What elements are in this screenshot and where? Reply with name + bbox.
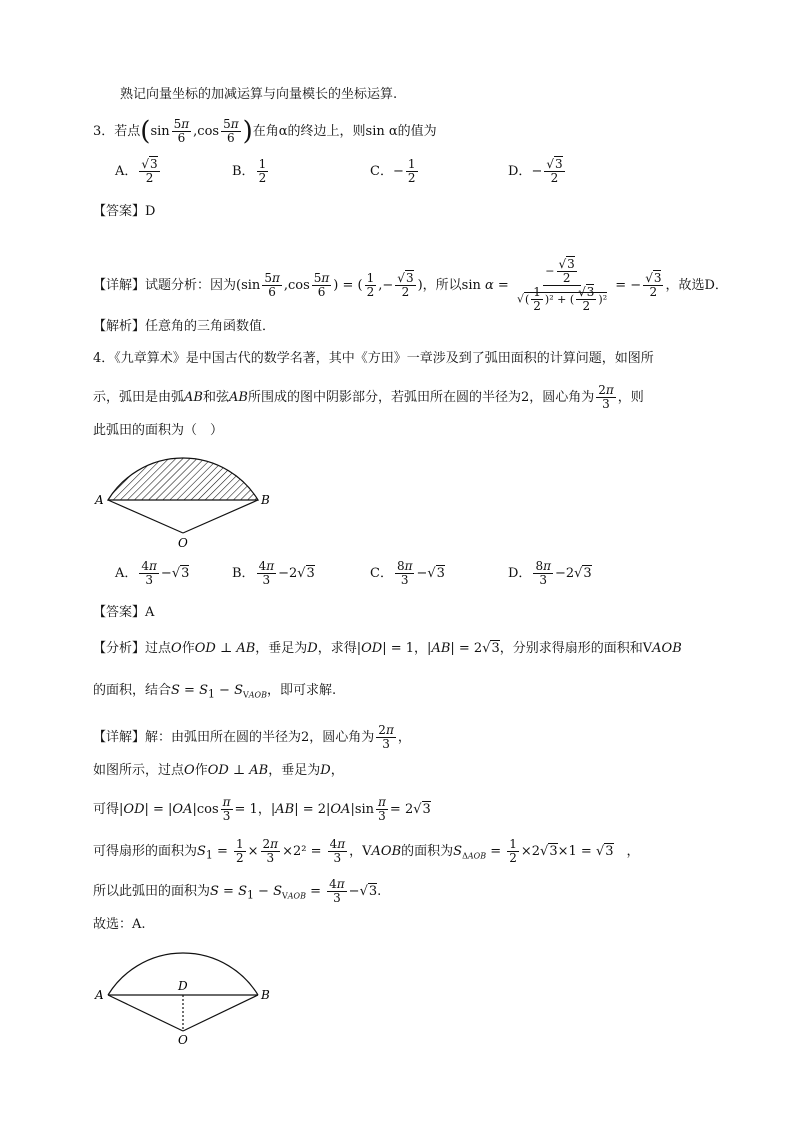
- q4-detail-line1: 【详解】解：由弧田所在圆的半径为2，圆心角为 $\frac{2\pi}{3}$ ，: [93, 723, 411, 751]
- q3-suffix: 在角α的终边上，则sin α的值为: [252, 124, 437, 139]
- q3-analysis: 【解析】任意角的三角函数值．: [93, 319, 276, 334]
- radius-ob: [183, 500, 258, 533]
- q4-option-d: D． $\frac{8\pi}{3}$ −2√3: [508, 559, 592, 587]
- q4-option-a: A． $\frac{4\pi}{3}$ −√3: [115, 559, 190, 587]
- q4-option-b: B． $\frac{4\pi}{3}$ −2√3: [232, 559, 315, 587]
- q4-fenxi-line2: 的面积，结合$S = S_1 - S_{VAOB}$，即可求解.: [93, 683, 337, 701]
- q3-detail: 【详解】试题分析：因为(sin $\frac{5\pi}{6}$ ,cos $\frac{5\pi}{6}$ ) = ( $\frac{1}{2}$ ,− $\frac{√3}{2}$ )，所以sin α = − $\frac{√3}{2}$ √( $\frac{1}{2}$ )² + ( $\frac{√3}{2}$ )² = − $\frac{√3}{2}$ ，故选D．: [93, 257, 728, 313]
- radius-oa: [108, 995, 183, 1031]
- q4-detail-line5: 所以此弧田的面积为$S = S_1 - S_{VAOB}$ = $\frac{4\pi}{3}$ −√3.: [93, 877, 382, 905]
- label-d: D: [178, 979, 188, 993]
- arc-segment-shaded: [108, 458, 258, 500]
- q3-option-b: B． $\frac{1}{2}$: [232, 157, 267, 185]
- q3-prefix: 3．若点: [93, 124, 141, 139]
- radius-ob: [183, 995, 258, 1031]
- q4-stem-line1: 4．《九章算术》是中国古代的数学名著，其中《方田》一章涉及到了弧田面积的计算问题，如图所: [93, 351, 654, 366]
- q4-detail-line4: 可得扇形的面积为$S_1$ = $\frac{1}{2}$ × $\frac{2\pi}{3}$ ×2² = $\frac{4\pi}{3}$ ，VAOB的面积为$S_{\Delta AOB}$ = $\frac{1}{2}$ ×2√3×1 = √3 ，: [93, 837, 640, 865]
- q3-option-a: A． $\frac{√3}{2}$: [115, 157, 158, 185]
- q4-fenxi-line1: 【分析】过点O作OD ⊥ AB，垂足为D，求得|OD| = 1，|AB| = 2√3，分别求得扇形的面积和VAOB: [93, 641, 682, 656]
- q3-stem: 3．若点(sin $\frac{5\pi}{6}$ ,cos $\frac{5\pi}{6}$ )在角α的终边上，则sin α的值为: [93, 116, 437, 147]
- q4-detail-line3: 可得|OD| = |OA|cos $\frac{\pi}{3}$ = 1，|AB| = 2|OA|sin $\frac{\pi}{3}$ = 2√3: [93, 795, 431, 823]
- q4-stem-line2: 示，弧田是由弧AB和弦AB所围成的图中阴影部分，若弧田所在圆的半径为2，圆心角为 $\frac{2\pi}{3}$ ，则: [93, 383, 644, 411]
- q4-detail-line2: 如图所示，过点O作OD ⊥ AB，垂足为D，: [93, 763, 344, 778]
- label-b: B: [261, 493, 270, 507]
- q4-answer: 【答案】A: [93, 605, 155, 620]
- q4-figure-shaded: [90, 445, 280, 553]
- q3-answer: 【答案】D: [93, 204, 156, 219]
- q4-stem-line3: 此弧田的面积为（ ）: [93, 423, 224, 438]
- radius-oa: [108, 500, 183, 533]
- q4-figure-solution: [90, 938, 280, 1048]
- q3-option-c: C．− $\frac{1}{2}$: [370, 157, 416, 185]
- label-o: O: [178, 1033, 188, 1047]
- label-a: A: [95, 988, 104, 1002]
- q3-option-d: D．− $\frac{√3}{2}$: [508, 157, 563, 185]
- label-o: O: [178, 536, 188, 550]
- q4-option-c: C． $\frac{8\pi}{3}$ −√3: [370, 559, 445, 587]
- label-b: B: [261, 988, 270, 1002]
- intro-line: 熟记向量坐标的加减运算与向量模长的坐标运算.: [120, 87, 398, 102]
- label-a: A: [95, 493, 104, 507]
- q4-detail-line6: 故选：A.: [93, 917, 146, 932]
